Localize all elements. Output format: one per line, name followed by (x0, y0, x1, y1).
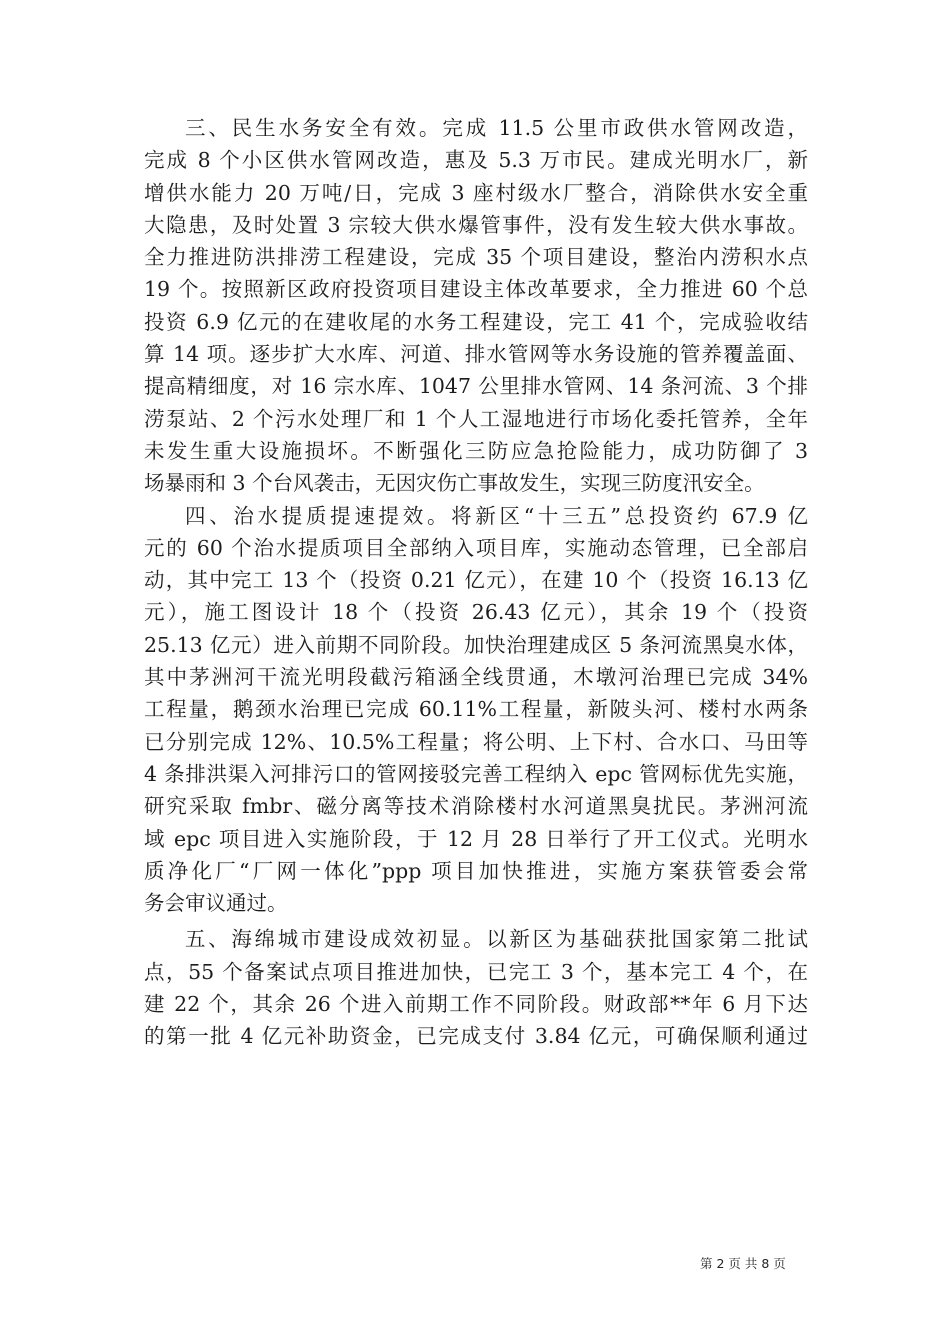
text-line: 已分别完成 12%、10.5%工程量；将公明、上下村、合水口、马田等 (144, 729, 808, 754)
text-line: 大隐患，及时处置 3 宗较大供水爆管事件，没有发生较大供水事故。 (144, 212, 808, 237)
text-line: 涝泵站、2 个污水处理厂和 1 个人工湿地进行市场化委托管养，全年 (144, 406, 808, 431)
paragraph-water-safety (144, 112, 808, 500)
text-line: 提高精细度，对 16 宗水库、1047 公里排水管网、14 条河流、3 个排 (144, 374, 808, 399)
text-line: 其中茅洲河干流光明段截污箱涵全线贯通，木墩河治理已完成 34% (144, 665, 808, 690)
text-line: 全力推进防洪排涝工程建设，完成 35 个项目建设，整治内涝积水点 (144, 245, 808, 270)
text-line: 域 epc 项目进入实施阶段，于 12 月 28 日举行了开工仪式。光明水 (144, 826, 808, 851)
text-line: 务会审议通过。 (144, 891, 288, 916)
paragraph-water-treatment (144, 500, 808, 920)
text-line: 元），施工图设计 18 个（投资 26.43 亿元），其余 19 个（投资 (144, 600, 808, 625)
text-line: 投资 6.9 亿元的在建收尾的水务工程建设，完工 41 个，完成验收结 (144, 309, 808, 334)
paragraph-sponge-city (144, 923, 808, 1052)
document-body (144, 112, 808, 1053)
text-line: 元的 60 个治水提质项目全部纳入项目库，实施动态管理，已全部启 (144, 535, 808, 560)
text-line: 的第一批 4 亿元补助资金，已完成支付 3.84 亿元，可确保顺利通过 (144, 1024, 808, 1049)
text-line: 算 14 项。逐步扩大水库、河道、排水管网等水务设施的管养覆盖面、 (144, 342, 808, 367)
text-line: 三、民生水务安全有效。完成 11.5 公里市政供水管网改造， (185, 116, 808, 140)
text-line: 质净化厂“厂网一体化”ppp 项目加快推进，实施方案获管委会常 (144, 858, 808, 883)
text-line: 未发生重大设施损坏。不断强化三防应急抢险能力，成功防御了 3 (144, 438, 808, 463)
text-line: 研究采取 fmbr、磁分离等技术消除楼村水河道黑臭扰民。茅洲河流 (144, 794, 808, 819)
text-line: 4 条排洪渠入河排污口的管网接驳完善工程纳入 epc 管网标优先实施， (144, 761, 808, 786)
text-line: 19 个。按照新区政府投资项目建设主体改革要求，全力推进 60 个总 (144, 277, 808, 302)
page-number: 第 2 页 共 8 页 (700, 1256, 786, 1271)
text-line: 四、治水提质提速提效。将新区“十三五”总投资约 67.9 亿 (185, 503, 808, 528)
text-line: 动，其中完工 13 个（投资 0.21 亿元），在建 10 个（投资 16.13 亿 (144, 568, 808, 593)
text-line: 工程量，鹅颈水治理已完成 60.11%工程量，新陂头河、楼村水两条 (144, 697, 808, 722)
text-line: 建 22 个，其余 26 个进入前期工作不同阶段。财政部**年 6 月下达 (144, 992, 808, 1017)
text-line: 点，55 个备案试点项目推进加快，已完工 3 个，基本完工 4 个，在 (144, 959, 808, 984)
text-line: 场暴雨和 3 个台风袭击，无因灾伤亡事故发生，实现三防度汛安全。 (144, 471, 765, 496)
text-line: 五、海绵城市建设成效初显。以新区为基础获批国家第二批试 (185, 927, 808, 952)
text-line: 增供水能力 20 万吨/日，完成 3 座村级水厂整合，消除供水安全重 (144, 180, 808, 205)
text-line: 25.13 亿元）进入前期不同阶段。加快治理建成区 5 条河流黑臭水体， (144, 632, 808, 657)
text-line: 完成 8 个小区供水管网改造，惠及 5.3 万市民。建成光明水厂，新 (144, 148, 808, 173)
